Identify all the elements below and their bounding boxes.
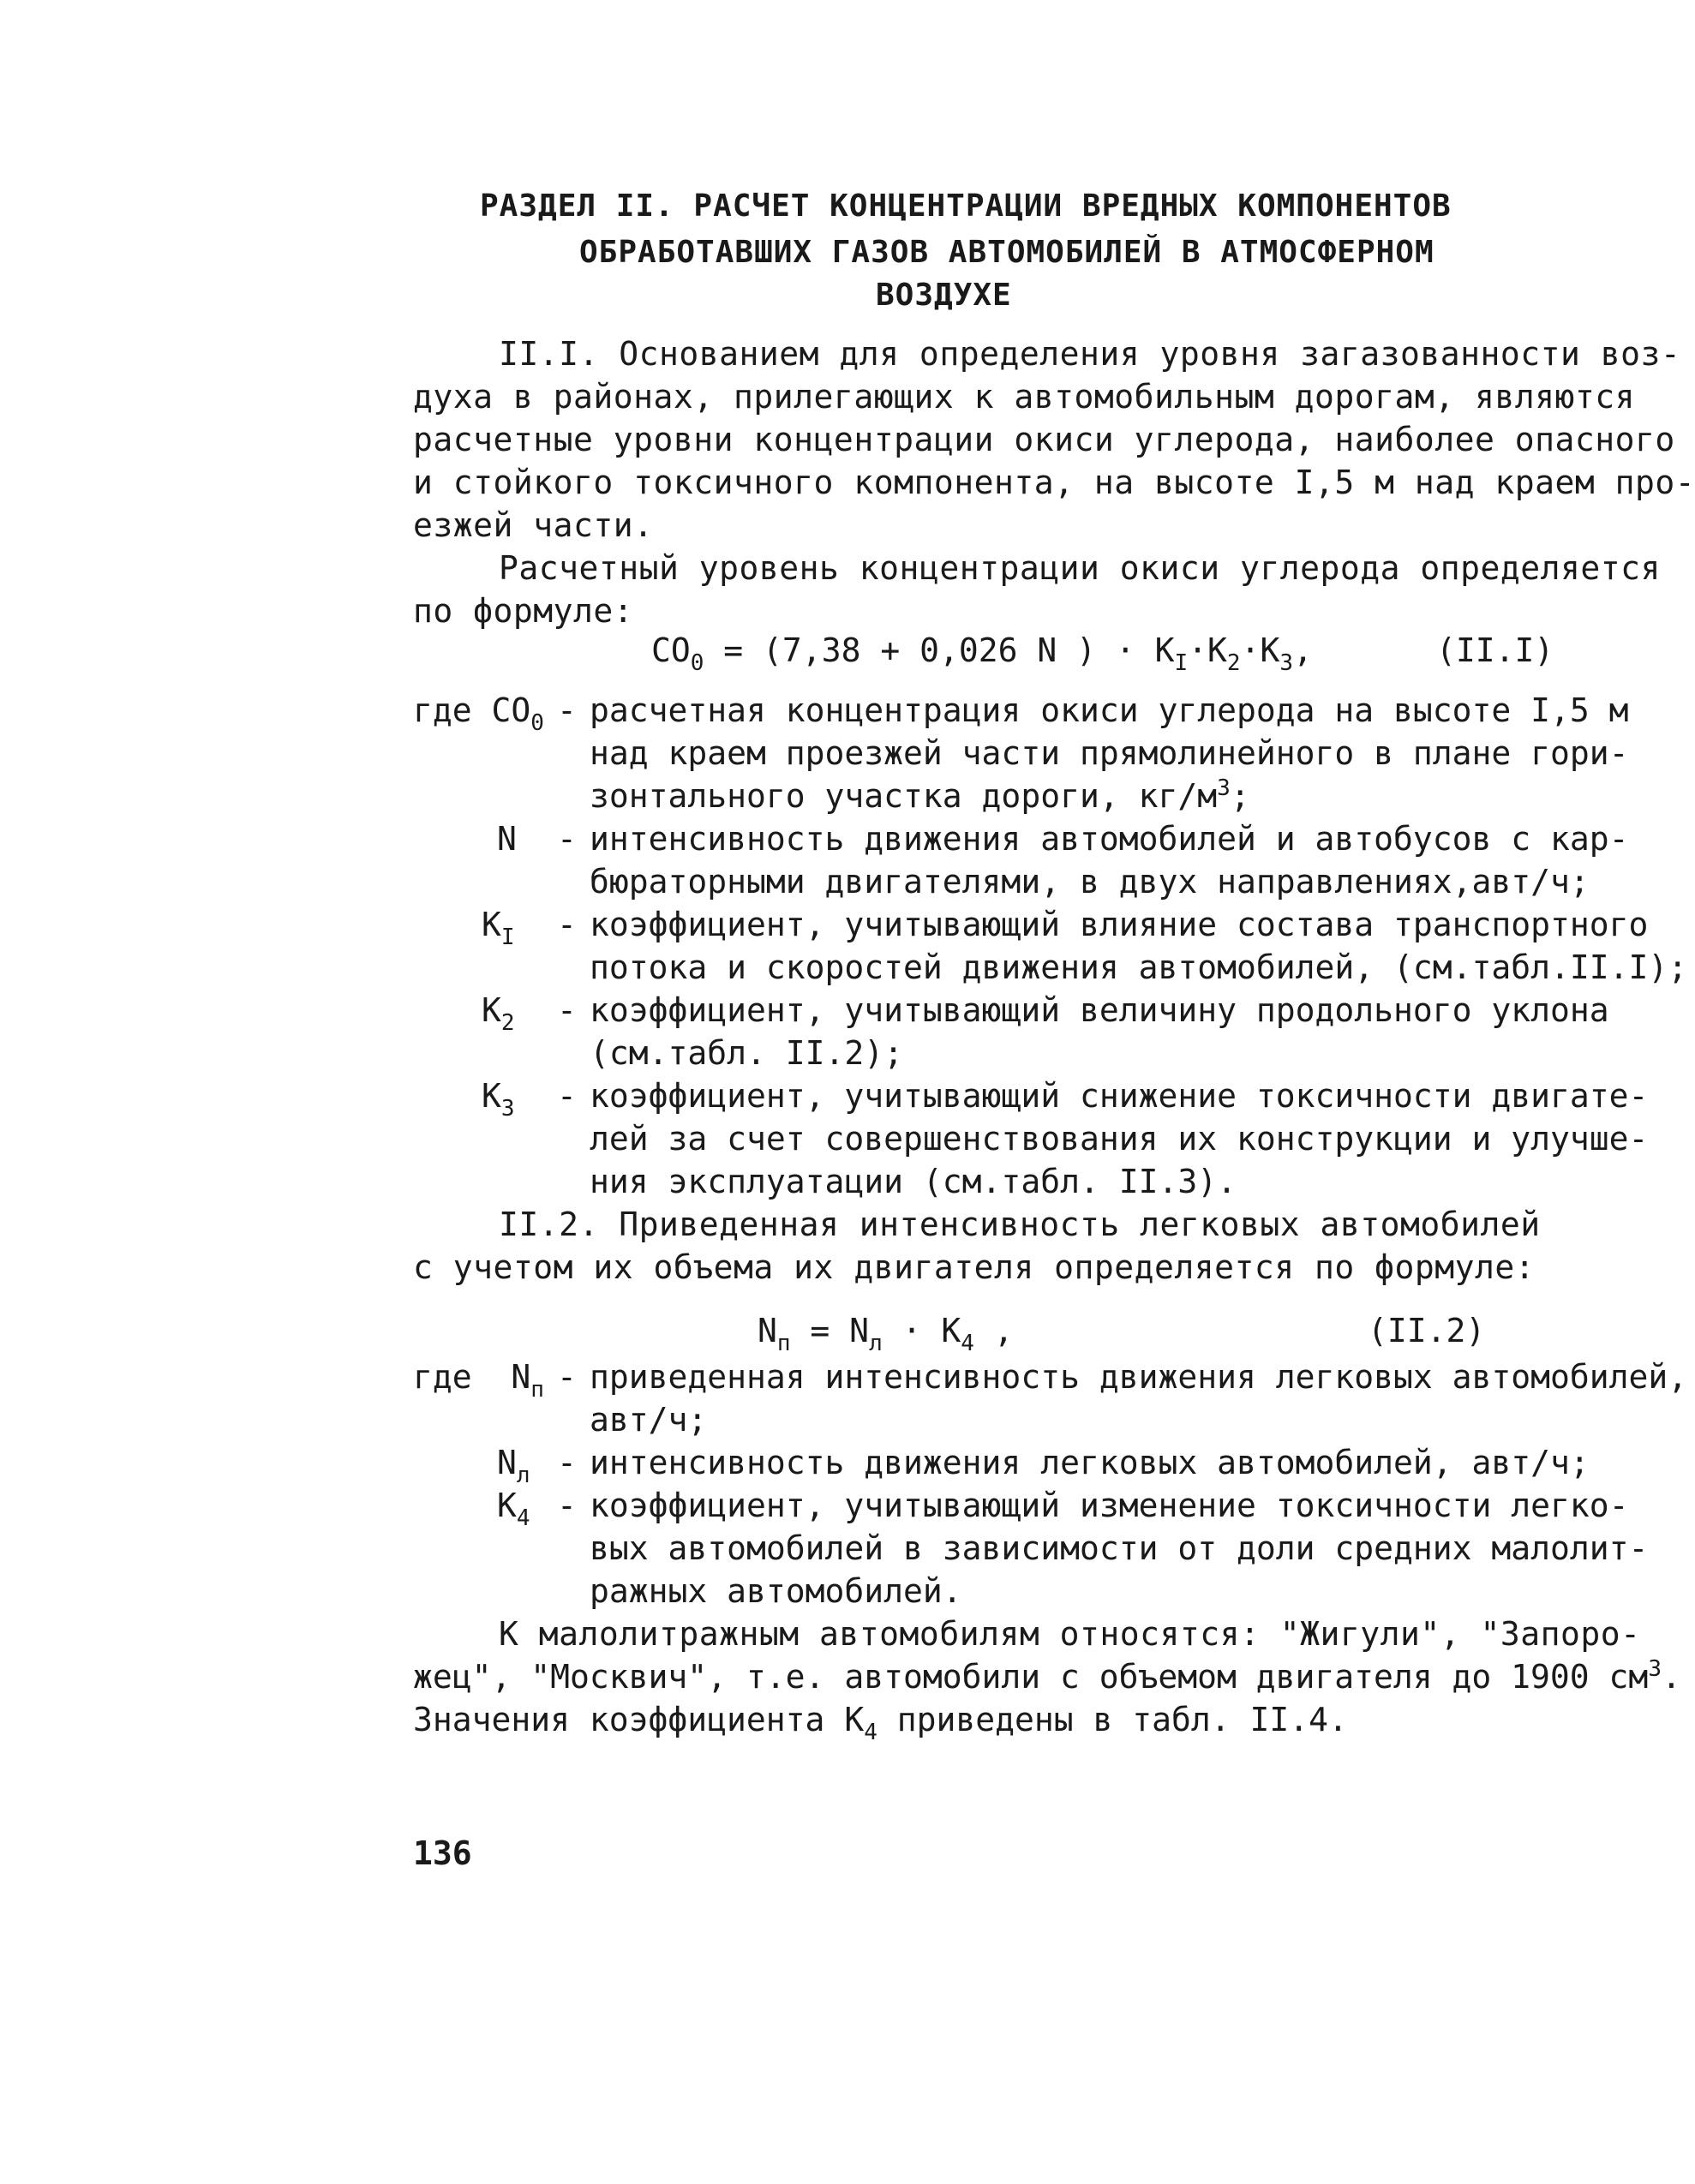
- definition-line: интенсивность движения легковых автомобилей, авт/ч;: [590, 1444, 1590, 1481]
- paragraph-line: езжей части.: [413, 506, 654, 544]
- definition-dash: -: [557, 1487, 577, 1524]
- definition-symbol-k4: $K_4$: [497, 1487, 530, 1531]
- section-title-line-1: РАЗДЕЛ II. РАСЧЕТ КОНЦЕНТРАЦИИ ВРЕДНЫХ КОМПОНЕНТОВ: [480, 188, 1452, 224]
- paragraph-line: Расчетный уровень концентрации окиси углерода определяется: [499, 549, 1661, 587]
- definition-line: коэффициент, учитывающий влияние состава транспортного: [590, 906, 1649, 943]
- definition-line: над краем проезжей части прямолинейного в плане гори-: [590, 734, 1629, 772]
- definition-line: коэффициент, учитывающий изменение токсичности легко-: [590, 1487, 1629, 1524]
- definition-symbol-co: где $CO_0$: [413, 691, 544, 736]
- page-number: 136: [413, 1834, 472, 1872]
- paragraph-line: духа в районах, прилегающих к автомобильным дорогам, являются: [413, 378, 1636, 416]
- definition-dash: -: [557, 1444, 577, 1481]
- definition-dash: -: [557, 1077, 577, 1115]
- paragraph-line: II.2. Приведенная интенсивность легковых автомобилей: [499, 1206, 1541, 1243]
- paragraph-line: К малолитражным автомобилям относятся: "Жигули", "Запоро-: [499, 1615, 1641, 1653]
- definition-line: лей за счет совершенствования их конструкции и улучше-: [590, 1120, 1649, 1158]
- definition-dash: -: [557, 691, 577, 729]
- definition-line: приведенная интенсивность движения легковых автомобилей,: [590, 1358, 1688, 1396]
- definition-dash: -: [557, 820, 577, 858]
- section-title-line-3: ВОЗДУХЕ: [876, 278, 1012, 313]
- definition-symbol-k1: $K_I$: [482, 906, 515, 950]
- definition-line: (см.табл. II.2);: [590, 1034, 904, 1072]
- section-title-line-2: ОБРАБОТАВШИХ ГАЗОВ АВТОМОБИЛЕЙ В АТМОСФЕРНОМ: [579, 235, 1434, 270]
- definition-line: авт/ч;: [590, 1401, 708, 1439]
- definition-line: бюраторными двигателями, в двух направлениях,авт/ч;: [590, 863, 1590, 901]
- paragraph-line: жец", "Москвич", т.е. автомобили с объемом двигателя до 1900 $см^3$.: [413, 1656, 1681, 1696]
- formula-number: (II.I): [1436, 631, 1554, 669]
- paragraph-line: расчетные уровни концентрации окиси углерода, наиболее опасного: [413, 421, 1675, 458]
- formula-number: (II.2): [1368, 1312, 1486, 1349]
- definition-line: коэффициент, учитывающий снижение токсичности двигате-: [590, 1077, 1649, 1115]
- definition-symbol-k3: $K_3$: [482, 1077, 515, 1122]
- definition-line: зонтального участка дороги, $кг/м^3$;: [590, 775, 1250, 815]
- definition-symbol-np: где $N_п$: [413, 1358, 544, 1403]
- formula-co: $CO_0 = (7,38 + 0,026$ N ) · $K_I\cdot K_2\cdot K_3$,: [651, 631, 1313, 676]
- definition-symbol-k2: $K_2$: [482, 991, 515, 1036]
- definition-line: ния эксплуатации (см.табл. II.3).: [590, 1163, 1237, 1200]
- definition-line: потока и скоростей движения автомобилей, (см.табл.II.I);: [590, 948, 1688, 986]
- definition-dash: -: [557, 1358, 577, 1396]
- definition-line: ражных автомобилей.: [590, 1572, 962, 1610]
- definition-line: интенсивность движения автомобилей и автобусов с кар-: [590, 820, 1629, 858]
- definition-symbol-n: N: [497, 820, 517, 858]
- paragraph-line: и стойкого токсичного компонента, на высоте I,5 м над краем про-: [413, 464, 1695, 501]
- definition-line: вых автомобилей в зависимости от доли средних малолит-: [590, 1529, 1649, 1567]
- paragraph-line: II.I. Основанием для определения уровня загазованности воз-: [499, 335, 1681, 373]
- paragraph-line: по формуле:: [413, 592, 634, 630]
- definition-dash: -: [557, 906, 577, 943]
- paragraph-line: с учетом их объема их двигателя определяется по формуле:: [413, 1248, 1536, 1286]
- definition-line: коэффициент, учитывающий величину продольного уклона: [590, 991, 1609, 1029]
- paragraph-line: Значения коэффициента $K_4$ приведены в табл. II.4.: [413, 1701, 1348, 1745]
- formula-np: $N_п = N_л \cdot K_4$ ,: [758, 1312, 1014, 1356]
- definition-line: расчетная концентрация окиси углерода на высоте I,5 м: [590, 691, 1629, 729]
- definition-symbol-nl: $N_л$: [497, 1444, 530, 1488]
- definition-dash: -: [557, 991, 577, 1029]
